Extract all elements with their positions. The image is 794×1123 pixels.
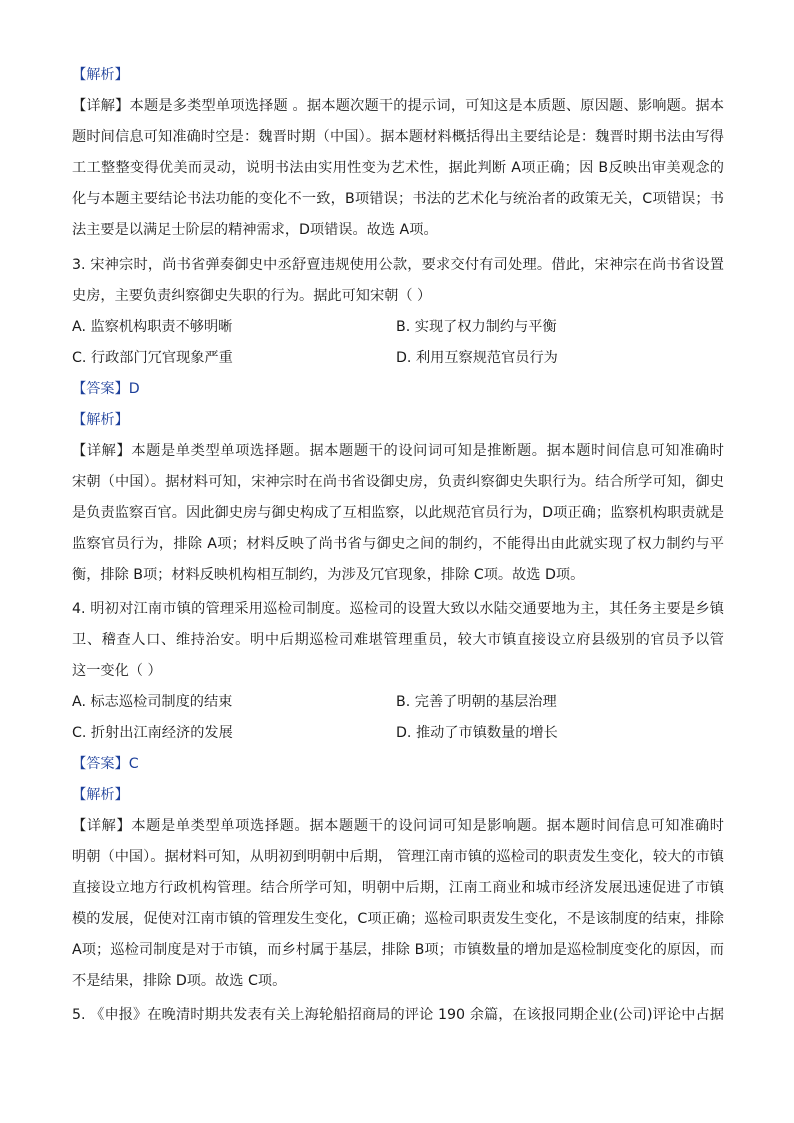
q3-answer: 【答案】D xyxy=(72,381,140,397)
q4-stem-line-2: 卫、稽查人口、维持治安。明中后期巡检司难堪管理重员，较大市镇直接设立府县级别的官员予以管 xyxy=(72,632,724,648)
q5-stem-line-1: 5. 《申报》在晚清时期共发表有关上海轮船招商局的评论 190 余篇，在该报同期企业(公司)评论中占据 xyxy=(72,1007,724,1023)
q3-detail-line-1: 【详解】本题是单类型单项选择题。据本题题干的设问词可知是推断题。据本题时间信息可知准确时 xyxy=(72,443,724,459)
q4-detail-line-5: A项；巡检司制度是对于市镇，而乡村属于基层，排除 B项；市镇数量的增加是巡检制度变化的原因，而 xyxy=(72,942,724,958)
q2-detail-line-3: 工工整整变得优美而灵动，说明书法由实用性变为艺术性，据此判断 A项正确；因 B反映出审美观念的 xyxy=(72,160,724,176)
q4-detail-line-6: 不是结果，排除 D项。故选 C项。 xyxy=(72,973,287,989)
q2-detail-line-4: 化与本题主要结论书法功能的变化不一致，B项错误；书法的艺术化与统治者的政策无关，C项错误；书 xyxy=(72,191,724,207)
q4-option-a: A. 标志巡检司制度的结束 xyxy=(72,694,233,710)
q3-option-a: A. 监察机构职责不够明晰 xyxy=(72,319,233,335)
q4-detail-line-1: 【详解】本题是单类型单项选择题。据本题题干的设问词可知是影响题。据本题时间信息可知准确时 xyxy=(72,818,724,834)
q4-detail-line-2: 明朝（中国）。据材料可知，从明初到明朝中后期， 管理江南市镇的巡检司的职责发生变化，较大的市镇 xyxy=(72,849,724,865)
q3-detail-line-5: 衡，排除 B项；材料反映机构相互制约，为涉及冗官现象，排除 C项。故选 D项。 xyxy=(72,567,585,583)
q4-detail-line-4: 模的发展，促使对江南市镇的管理发生变化，C项正确；巡检司职责发生变化，不是该制度的结束，排除 xyxy=(72,911,724,927)
q4-analysis-label: 【解析】 xyxy=(72,787,129,803)
q4-stem-line-3: 这一变化（ ） xyxy=(72,663,162,679)
q3-detail-line-3: 是负责监察百官。因此御史房与御史构成了互相监察，以此规范官员行为，D项正确；监察机构职责就是 xyxy=(72,505,724,521)
q4-option-b: B. 完善了明朝的基层治理 xyxy=(396,694,557,710)
q3-option-c: C. 行政部门冗官现象严重 xyxy=(72,350,233,366)
q3-option-b: B. 实现了权力制约与平衡 xyxy=(396,319,557,335)
q4-option-c: C. 折射出江南经济的发展 xyxy=(72,725,233,741)
q3-detail-line-2: 宋朝（中国）。据材料可知，宋神宗时在尚书省设御史房，负责纠察御史失职行为。结合所学可知，御史 xyxy=(72,474,724,490)
q4-option-d: D. 推动了市镇数量的增长 xyxy=(396,725,558,741)
q3-option-d: D. 利用互察规范官员行为 xyxy=(396,350,558,366)
q2-analysis-label: 【解析】 xyxy=(72,67,129,83)
q3-detail-line-4: 监察官员行为，排除 A项；材料反映了尚书省与御史之间的制约，不能得出由此就实现了权力制约与平 xyxy=(72,536,724,552)
q2-detail-line-5: 法主要是以满足士阶层的精神需求，D项错误。故选 A项。 xyxy=(72,222,438,238)
q3-stem-line-2: 史房，主要负责纠察御史失职的行为。据此可知宋朝（ ） xyxy=(72,288,432,304)
q3-analysis-label: 【解析】 xyxy=(72,412,129,428)
q3-stem-line-1: 3. 宋神宗时，尚书省弹奏御史中丞舒亶违规使用公款，要求交付有司处理。借此，宋神宗在尚书省设置 xyxy=(72,257,724,273)
q2-detail-line-2: 题时间信息可知准确时空是：魏晋时期（中国）。据本题材料概括得出主要结论是：魏晋时期书法由写得 xyxy=(72,129,724,145)
q4-stem-line-1: 4. 明初对江南市镇的管理采用巡检司制度。巡检司的设置大致以水陆交通要地为主，其任务主要是乡镇 xyxy=(72,601,724,617)
q4-detail-line-3: 直接设立地方行政机构管理。结合所学可知，明朝中后期，江南工商业和城市经济发展迅速促进了市镇 xyxy=(72,880,724,896)
q2-detail-line-1: 【详解】本题是多类型单项选择题 。据本题次题干的提示词，可知这是本质题、原因题、影响题。据本 xyxy=(72,98,724,114)
q4-answer: 【答案】C xyxy=(72,756,139,772)
